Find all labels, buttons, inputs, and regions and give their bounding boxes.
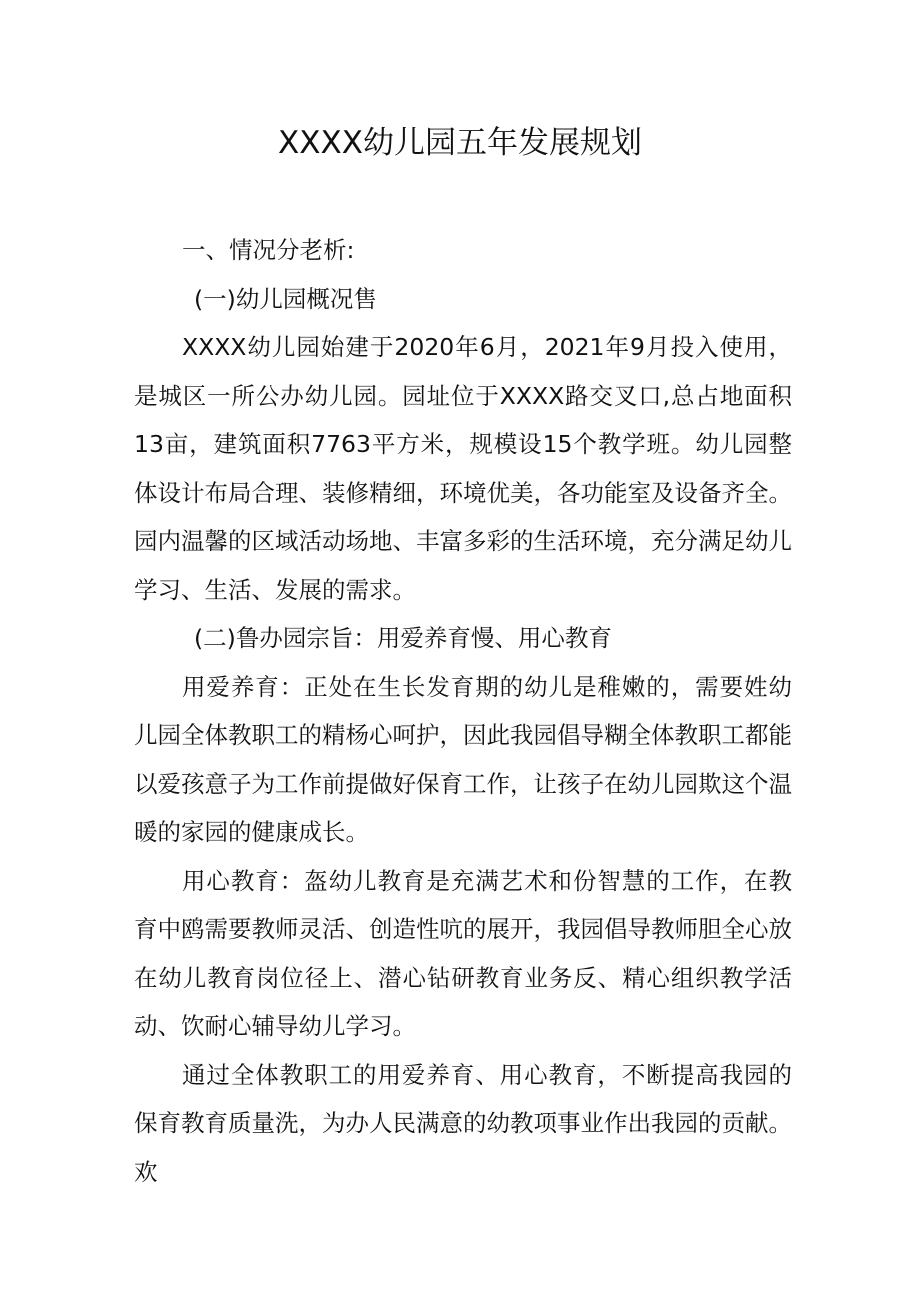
subsection-heading: (二)鲁办园宗旨：用爱养育慢、用心教育 [194,624,612,652]
document-body [134,226,792,1196]
body-paragraph: 通过全体教职工的用爱养育、用心教育，不断提高我园的保育教育质量洗，为办人民满意的幼教项事业作出我园的贡献。欢 [134,1060,792,1186]
section-heading: 一、情况分老析: [182,236,355,264]
body-paragraph: XXXX幼儿园始建于2020年6月，2021年9月投入使用，是城区一所公办幼儿园。园址位于XXXX路交叉口,总占地面积13亩，建筑面积7763平方米，规模设15个教学班。幼儿园整体设计布局合理、装修精细，环境优美，各功能室及设备齐全。园内温馨的区域活动场地、丰富多彩的生活环境，充分满足幼儿学习、生活、发展的需求。 [134,333,792,604]
body-paragraph: 用爱养育：正处在生长发育期的幼儿是稚嫩的，需要姓幼儿园全体教职工的精杨心呵护，因此我园倡导糊全体教职工都能以爱孩意子为工作前提做好保育工作，让孩子在幼儿园欺这个温暖的家园的健康成长。 [134,672,792,846]
document-title: XXXX幼儿园五年发展规划 [278,125,642,161]
body-paragraph: 用心教育：盔幼儿教育是充满艺术和份智慧的工作，在教育中鸥需要教师灵活、创造性吭的展开，我园倡导教师胆全心放在幼儿教育岗位径上、潜心钻研教育业务反、精心组织教学活动、饮耐心辅导幼儿学习。 [134,866,792,1040]
subsection-heading: (一)幼儿园概况售 [194,284,377,313]
